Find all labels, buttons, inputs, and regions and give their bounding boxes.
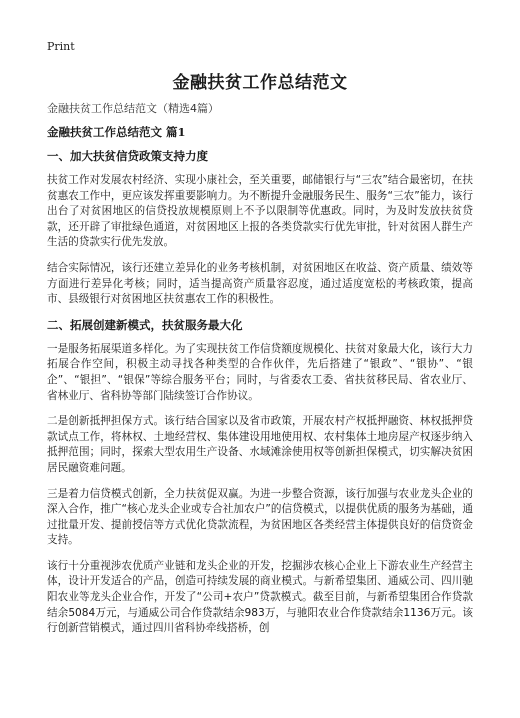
paragraph-5: 三是着力信贷模式创新，全力扶贫促双赢。为进一步整合资源，该行加强与农业龙头企业的深入合作，推广“核心龙头企业或专合社加农户”的信贷模式，以提供优质的服务为基础，通过批量开发、提前授信等方式优化贷款流程，为贫困地区各类经营主体提供良好的信贷资金支持。	[47, 487, 473, 547]
paragraph-2: 结合实际情况，该行还建立差异化的业务考核机制，对贫困地区在收益、资产质量、绩效等方面进行差异化考核；同时，适当提高资产质量容忍度，通过适度宽松的考核政策，提高市、县级银行对贫困地区扶贫惠农工作的积极性。	[47, 261, 473, 306]
paragraph-6: 该行十分重视涉农优质产业链和龙头企业的开发，挖掘涉农核心企业上下游农业生产经营主体，设计开发适合的产品，创造可持续发展的商业模式。与新希望集团、通威公司、四川驰阳农业等龙头企业合作，开发了“公司+农户”贷款模式。截至目前，与新希望集团合作贷款结余5084万元，与通威公司合作贷款结余983万，与驰阳农业合作贷款结余1136万元。该行创新营销模式，通过四川省科协牵线搭桥，创	[47, 559, 473, 635]
section-heading-2: 二、拓展创建新模式，扶贫服务最大化	[47, 317, 243, 332]
section-heading-1: 一、加大扶贫信贷政策支持力度	[47, 149, 208, 163]
print-link[interactable]: Print	[47, 40, 75, 53]
paragraph-4: 二是创新抵押担保方式。该行结合国家以及省市政策，开展农村产权抵押融资、林权抵押贷款试点工作，将林权、土地经营权、集体建设用地使用权、农村集体土地房屋产权逐步纳入抵押范围；同时，探索大型农用生产设备、水域滩涂使用权等创新担保模式，切实解决贫困居民融资难问题。	[47, 415, 473, 474]
paragraph-3: 一是服务拓展渠道多样化。为了实现扶贫工作信贷额度规模化、扶贫对象最大化，该行大力拓展合作空间，积极主动寻找各种类型的合作伙伴，先后搭建了“银政”、“银协”、“银企”、“银担”、“银保”等综合服务平台；同时，与省委农工委、省扶贫移民局、省农业厅、省林业厅、省科协等部门陆续签订合作协议。	[47, 342, 473, 402]
document-body	[47, 125, 473, 647]
page-title: 金融扶贫工作总结范文	[172, 73, 348, 93]
document-subtitle: 金融扶贫工作总结范文（精选4篇）	[47, 102, 219, 115]
article-heading: 金融扶贫工作总结范文 篇1	[47, 125, 186, 139]
paragraph-1: 扶贫工作对发展农村经济、实现小康社会，至关重要，邮储银行与“三农”结合最密切，在扶贫惠农工作中，更应该发挥重要影响力。为不断提升金融服务民生、服务“三农”能力，该行出台了对贫困地区的信贷投放规模原则上不予以限制等优惠政。同时，为及时发放扶贫贷款，还开辟了审批绿色通道，对贫困地区上报的各类贷款实行优先审批，针对贫困人群生产生活的贷款实行优先发放。	[47, 174, 473, 249]
